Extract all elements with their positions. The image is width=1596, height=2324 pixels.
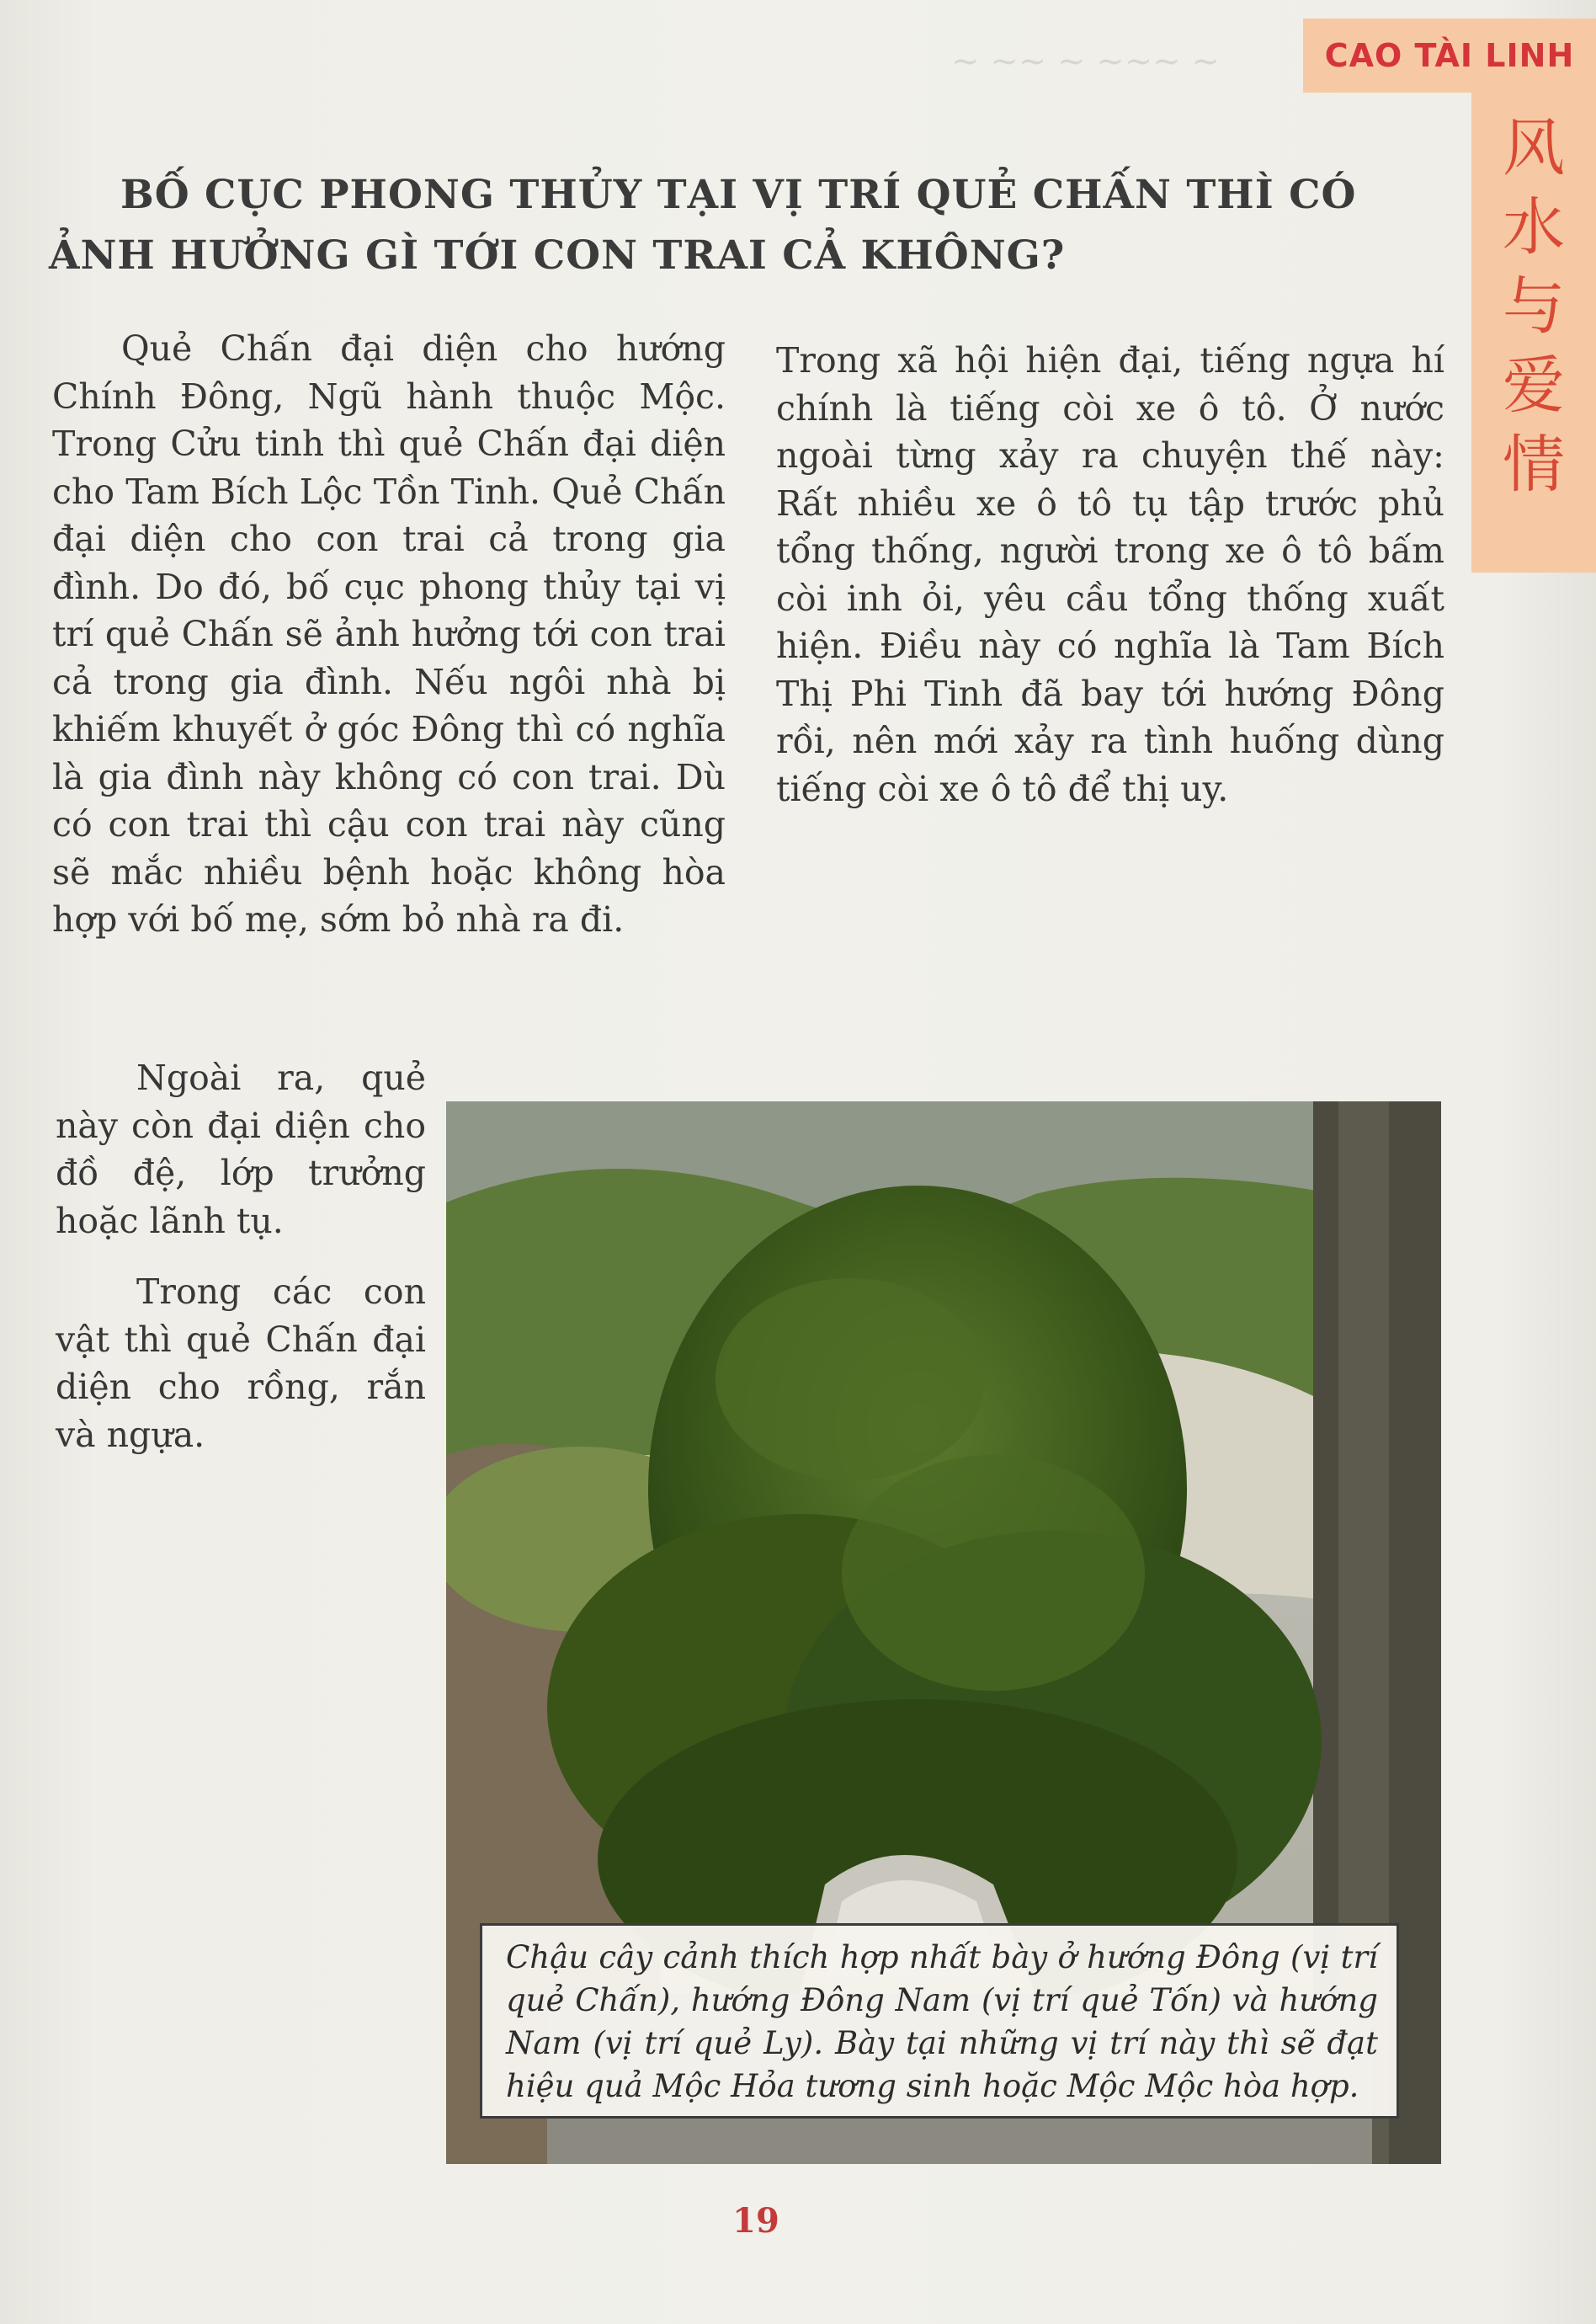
- right-column: [776, 337, 1444, 813]
- left-column: [52, 325, 726, 944]
- bonsai-photo: [446, 1101, 1441, 2164]
- narrow-column: [56, 1054, 426, 1482]
- author-tab: [1303, 19, 1596, 93]
- series-char: 情: [1503, 429, 1565, 501]
- page-number: 19: [732, 2201, 779, 2241]
- photo-caption: Chậu cây cảnh thích hợp nhất bày ở hướng Đông (vị trí quẻ Chấn), hướng Đông Nam (vị trí quẻ Tốn) và hướng Nam (vị trí quẻ Ly). Bày tại những vị trí này thì sẽ đạt hiệu quả Mộc Hỏa tương sinh hoặc Mộc Mộc hòa hợp.: [480, 1923, 1399, 2119]
- series-side-tab: [1471, 93, 1596, 573]
- paragraph: Ngoài ra, quẻ này còn đại diện cho đồ đệ, lớp trưởng hoặc lãnh tụ.: [56, 1058, 426, 1241]
- series-char: 风: [1503, 112, 1565, 184]
- author-name: CAO TÀI LINH: [1324, 37, 1575, 74]
- paragraph: Trong xã hội hiện đại, tiếng ngựa hí chính là tiếng còi xe ô tô. Ở nước ngoài từng xảy ra chuyện thế này: Rất nhiều xe ô tô tụ tập trước phủ tổng thống, người trong xe ô tô bấm còi inh ỏi, yêu cầu tổng thống xuất hiện. Điều này có nghĩa là Tam Bích Thị Phi Tinh đã bay tới hướng Đông rồi, nên mới xảy ra tình huống dùng tiếng còi xe ô tô để thị uy.: [776, 340, 1444, 809]
- series-char: 爱: [1503, 349, 1565, 422]
- article-title: BỐ CỤC PHONG THỦY TẠI VỊ TRÍ QUẺ CHẤN THÌ CÓ ẢNH HƯỞNG GÌ TỚI CON TRAI CẢ KHÔNG?: [49, 172, 1357, 279]
- paragraph: Trong các con vật thì quẻ Chấn đại diện cho rồng, rắn và ngựa.: [56, 1271, 426, 1455]
- show-through-ink: ~ ~~ ~ ~~~ ~: [951, 42, 1220, 81]
- series-char: 与: [1503, 270, 1565, 343]
- series-char: 水: [1503, 191, 1565, 264]
- paragraph: Quẻ Chấn đại diện cho hướng Chính Đông, Ngũ hành thuộc Mộc. Trong Cửu tinh thì quẻ Chấn đại diện cho Tam Bích Lộc Tồn Tinh. Quẻ Chấn đại diện cho con trai cả trong gia đình. Do đó, bố cục phong thủy tại vị trí quẻ Chấn sẽ ảnh hưởng tới con trai cả trong gia đình. Nếu ngôi nhà bị khiếm khuyết ở góc Đông thì có nghĩa là gia đình này không có con trai. Dù có con trai thì cậu con trai này cũng sẽ mắc nhiều bệnh hoặc không hòa hợp với bố mẹ, sớm bỏ nhà ra đi.: [52, 328, 726, 940]
